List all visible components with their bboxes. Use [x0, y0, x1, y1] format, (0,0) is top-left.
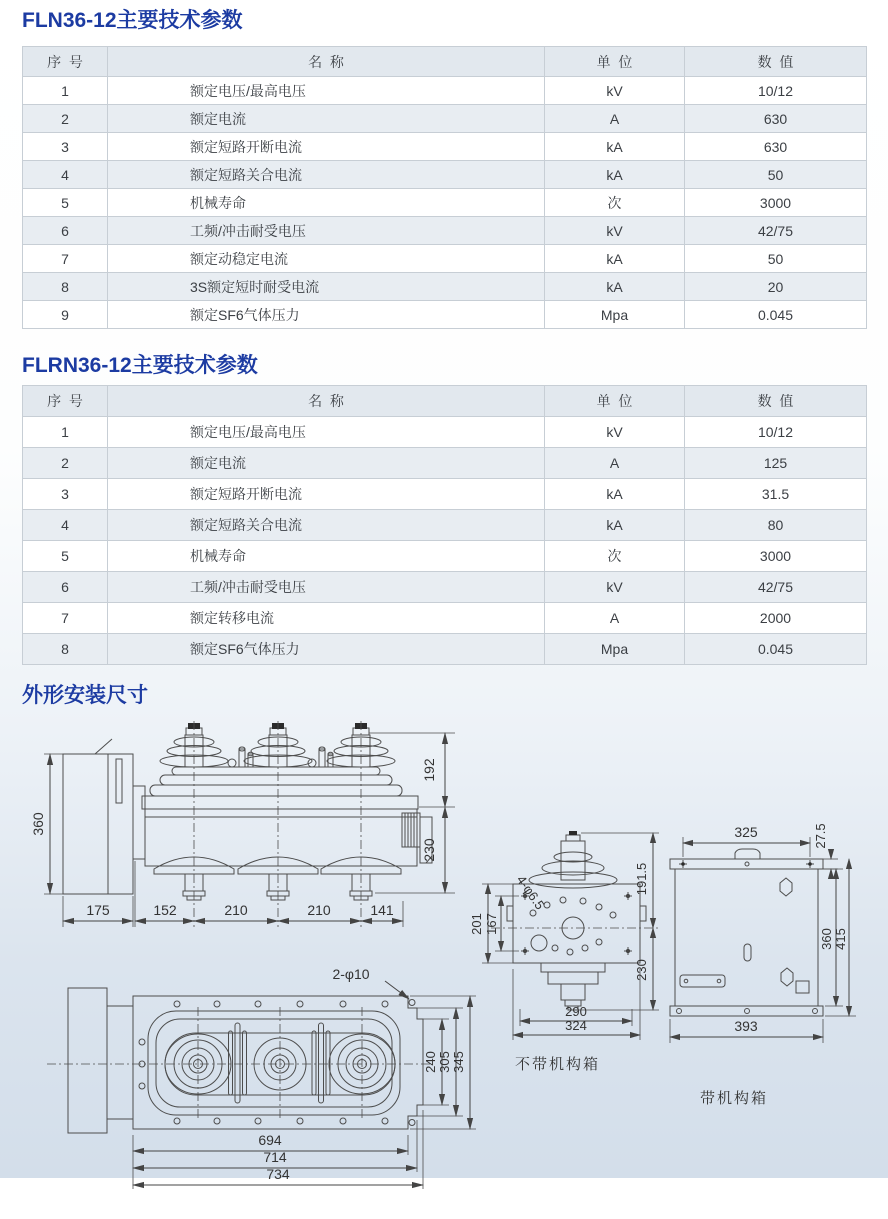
table-cell: 额定短路关合电流	[108, 161, 545, 189]
fln36-spec-table	[22, 46, 867, 329]
table-cell: 额定动稳定电流	[108, 245, 545, 273]
table-cell: 2	[23, 448, 108, 479]
table-cell: 2000	[685, 603, 867, 634]
small-fittings	[228, 747, 333, 767]
table-header-cell: 数 值	[685, 386, 867, 417]
table-cell: kA	[545, 273, 685, 301]
table-cell: 次	[545, 189, 685, 217]
dim-label: 210	[307, 902, 331, 918]
table-cell: kV	[545, 417, 685, 448]
table-cell: 10/12	[685, 77, 867, 105]
table-cell: 9	[23, 301, 108, 329]
table-header-cell: 名 称	[108, 386, 545, 417]
table-row	[23, 417, 867, 448]
table-cell: 630	[685, 133, 867, 161]
dim-label: 210	[224, 902, 248, 918]
dim-label: 230	[634, 959, 649, 981]
table-row	[23, 77, 867, 105]
table-cell: 80	[685, 510, 867, 541]
table-cell: 额定电流	[108, 105, 545, 133]
table-cell: 7	[23, 245, 108, 273]
table-row	[23, 301, 867, 329]
dim-label: 714	[263, 1149, 287, 1165]
table-cell: 10/12	[685, 417, 867, 448]
table-cell: 8	[23, 273, 108, 301]
table-row	[23, 603, 867, 634]
table-cell: 机械寿命	[108, 541, 545, 572]
table-cell: 额定短路关合电流	[108, 510, 545, 541]
table-cell: 次	[545, 541, 685, 572]
table-cell: kV	[545, 217, 685, 245]
table-row	[23, 217, 867, 245]
table-cell: 额定短路开断电流	[108, 133, 545, 161]
dim-label: 230	[421, 838, 437, 862]
table-cell: 7	[23, 603, 108, 634]
table-cell: 2	[23, 105, 108, 133]
table-cell: 6	[23, 572, 108, 603]
flrn36-spec-table	[22, 385, 867, 665]
table-cell: kV	[545, 572, 685, 603]
fln36-title: FLN36-12主要技术参数	[22, 9, 243, 32]
table-row	[23, 161, 867, 189]
front-body	[507, 873, 646, 963]
dim-label: 324	[565, 1018, 587, 1033]
table-cell: kA	[545, 161, 685, 189]
table-row	[23, 273, 867, 301]
front-view-caption: 不带机构箱	[515, 1056, 601, 1073]
dim-label: 192	[421, 758, 437, 782]
hole-note-label: 4-φ6.5	[513, 872, 548, 913]
mechanism-box-drawing	[655, 819, 880, 1049]
plan-mechanism-box	[68, 988, 133, 1133]
table-cell: kA	[545, 245, 685, 273]
table-header-cell: 序 号	[23, 47, 108, 77]
table-row	[23, 572, 867, 603]
table-cell: 125	[685, 448, 867, 479]
table-cell: 8	[23, 634, 108, 665]
table-header-cell: 单 位	[545, 386, 685, 417]
table-cell: kA	[545, 510, 685, 541]
table-cell: 31.5	[685, 479, 867, 510]
dim-label: 175	[86, 902, 110, 918]
table-cell: 5	[23, 541, 108, 572]
table-cell: 额定SF6气体压力	[108, 301, 545, 329]
table-cell: 1	[23, 417, 108, 448]
table-cell: 4	[23, 161, 108, 189]
dim-label: 415	[833, 928, 848, 950]
table-cell: 工频/冲击耐受电压	[108, 217, 545, 245]
table-row	[23, 105, 867, 133]
table-cell: 1	[23, 77, 108, 105]
table-row	[23, 479, 867, 510]
table-cell: 额定电流	[108, 448, 545, 479]
table-cell: 5	[23, 189, 108, 217]
front-view-drawing	[469, 829, 680, 1044]
drawings-area	[0, 713, 888, 1219]
side-insulators	[160, 723, 395, 767]
table-cell: 额定转移电流	[108, 603, 545, 634]
fln36-section	[0, 0, 888, 329]
table-cell: Mpa	[545, 634, 685, 665]
table-cell: 0.045	[685, 634, 867, 665]
table-cell: 3S额定短时耐受电流	[108, 273, 545, 301]
table-cell: A	[545, 448, 685, 479]
dimensions-section	[0, 683, 888, 1219]
dim-label: 201	[469, 913, 484, 935]
table-row	[23, 245, 867, 273]
dim-label: 290	[565, 1004, 587, 1019]
table-cell: 20	[685, 273, 867, 301]
table-cell: kA	[545, 133, 685, 161]
dim-label: 325	[734, 824, 758, 840]
side-bottom-bushings	[154, 857, 401, 900]
table-header-row	[23, 47, 867, 77]
table-cell: 3	[23, 133, 108, 161]
table-row	[23, 510, 867, 541]
dim-label: 27.5	[813, 823, 828, 849]
table-cell: 额定电压/最高电压	[108, 417, 545, 448]
table-cell: 机械寿命	[108, 189, 545, 217]
table-cell: 50	[685, 161, 867, 189]
table-cell: 50	[685, 245, 867, 273]
dim-label: 167	[484, 913, 499, 935]
dim-label: 191.5	[634, 862, 649, 896]
side-tank	[142, 767, 432, 866]
front-insulator	[529, 831, 617, 888]
table-cell: 3	[23, 479, 108, 510]
dim-label: 152	[153, 902, 177, 918]
plan-view-drawing	[45, 965, 485, 1197]
table-cell: 0.045	[685, 301, 867, 329]
side-view-drawing	[30, 713, 485, 935]
table-header-cell: 数 值	[685, 47, 867, 77]
table-cell: A	[545, 105, 685, 133]
table-cell: 6	[23, 217, 108, 245]
table-row	[23, 189, 867, 217]
dim-label: 734	[266, 1166, 290, 1182]
dim-label: 360	[819, 928, 834, 950]
table-cell: 工频/冲击耐受电压	[108, 572, 545, 603]
hole-note-label: 2-φ10	[332, 966, 370, 982]
table-cell: kV	[545, 77, 685, 105]
dim-label: 141	[370, 902, 394, 918]
table-cell: 42/75	[685, 217, 867, 245]
table-cell: 42/75	[685, 572, 867, 603]
plan-plate	[133, 996, 423, 1129]
table-cell: 3000	[685, 541, 867, 572]
side-mechanism-box	[63, 739, 145, 894]
table-row	[23, 448, 867, 479]
table-cell: 4	[23, 510, 108, 541]
dim-label: 305	[437, 1051, 452, 1073]
mech-box-body	[670, 849, 823, 1016]
dim-label: 345	[451, 1051, 466, 1073]
dimensions-title: 外形安装尺寸	[22, 684, 148, 707]
table-cell: Mpa	[545, 301, 685, 329]
table-cell: 额定SF6气体压力	[108, 634, 545, 665]
table-header-cell: 名 称	[108, 47, 545, 77]
table-cell: 3000	[685, 189, 867, 217]
table-cell: 额定短路开断电流	[108, 479, 545, 510]
flrn36-section	[0, 353, 888, 665]
mechanism-box-caption: 带机构箱	[700, 1090, 769, 1107]
table-header-row	[23, 386, 867, 417]
table-cell: A	[545, 603, 685, 634]
flrn36-title: FLRN36-12主要技术参数	[22, 354, 258, 377]
table-cell: 630	[685, 105, 867, 133]
dim-label: 360	[30, 812, 46, 836]
table-header-cell: 单 位	[545, 47, 685, 77]
front-bushing	[541, 963, 605, 1010]
table-row	[23, 541, 867, 572]
table-row	[23, 634, 867, 665]
dim-label: 694	[258, 1132, 282, 1148]
dim-label: 240	[423, 1051, 438, 1073]
table-header-cell: 序 号	[23, 386, 108, 417]
table-cell: 额定电压/最高电压	[108, 77, 545, 105]
table-row	[23, 133, 867, 161]
table-cell: kA	[545, 479, 685, 510]
dim-label: 393	[734, 1018, 758, 1034]
